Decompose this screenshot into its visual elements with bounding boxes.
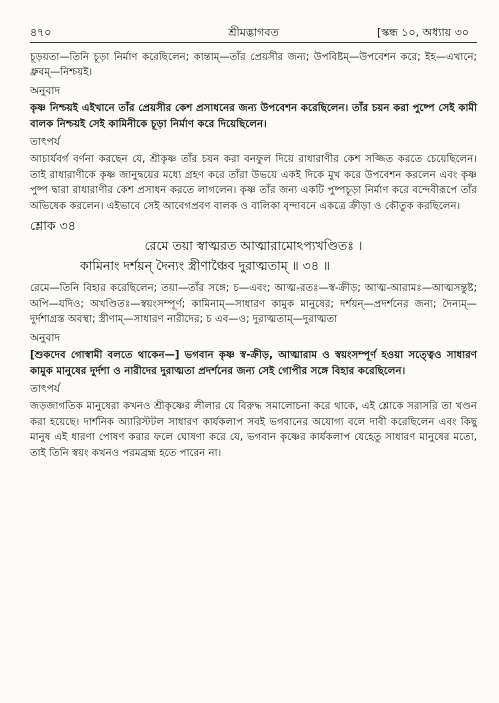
- page-number: ৪৭০: [30, 26, 52, 39]
- purport-text: আচার্যবর্গ বর্ণনা করছেন যে, শ্রীকৃষ্ণ তাঁর চয়ন করা বনফুল দিয়ে রাধারাণীর কেশ সজ্জিত করতে চেয়েছিলেন। তাই রাধারাণীকে কৃষ্ণ জানুদ্বয়ের মধ্যে গ্রহণ করে তাঁরা উভয়ে একই দিকে মুখ করে উপবেশন করলেন এবং কৃষ্ণ পুষ্প দ্বারা রাধারাণীর কেশ প্রসাধন করতে লাগলেন। কৃষ্ণ তাঁর জন্য একটি পুষ্পচূড়া নির্মাণ করে বন্দেবীরূপে তাঁর অভিষেক করলেন। এইভাবে সেই আবেগপ্রবণ বালক ও বালিকা বৃন্দাবনে একত্রে ক্রীড়া ও কৌতুক করছিলেন।: [30, 154, 477, 212]
- verse-line-1: রেমে তয়া স্বাত্মরত আত্মারামোঽপ্যখণ্ডিতঃ ।: [144, 238, 363, 254]
- header-divider: [30, 42, 477, 43]
- translation-text: কৃষ্ণ নিশ্চয়ই এইখানে তাঁর প্রেয়সীর কেশ প্রসাধনের জন্য উপবেশন করেছিলেন। তাঁর চয়ন করা পুষ্পে সেই কামী বালক নিশ্চয়ই সেই কামিনীকে চূড়া নির্মাণ করে দিয়েছিলেন।: [30, 103, 477, 130]
- verse-line-2: কামিনাং দর্শয়ন্ দৈন্যং স্ত্রীণাঞ্চৈব দুরাত্মতাম্ ॥ ৩৪ ॥: [80, 258, 330, 274]
- purport-heading: তাৎপর্য: [30, 136, 60, 149]
- purport-text: জড়জাগতিক মানুষেরা কখনও শ্রীকৃষ্ণের লীলার যে বিরুদ্ধ সমালোচনা করে থাকে, এই শ্লোকে সরাসরি তা খণ্ডন করা হয়েছে। দার্শনিক অ্যারিস্টটল সাধারণ কার্যকলাপ সবই ভগবানের অযোগ্য বলে দাবী করেছিলেন এবং কিছু মানুষ এই ধারণা পোষণ করার ফলে ঘোষণা করে যে, ভগবান কৃষ্ণের কার্যকলাপ যেহেতু সাধারণ মানুষের মতো, তাই তিনি স্বয়ং কখনও পরমব্রহ্ম হতে পারেন না।: [30, 401, 477, 459]
- chapter-reference: [স্কন্ধ ১০, অধ্যায় ৩০: [376, 26, 469, 39]
- purport-heading: তাৎপর্য: [30, 382, 60, 395]
- translation-text: [শুকদেব গোস্বামী বলতে থাকেন—] ভগবান কৃষ্ণ স্ব-ক্রীড়, আত্মারাম ও স্বয়ংসম্পূর্ণ হওয়া সত্ত্বেও সাধারণ কামুক মানুষের দুর্দশা ও নারীদের দুরাত্মতা প্রদর্শনের জন্য সেই গোপীর সঙ্গে বিহার করেছিলেন।: [30, 350, 477, 377]
- synonyms-text: চূড়য়তা—তিনি চূড়া নির্মাণ করেছিলেন; কান্তাম্—তাঁর প্রেয়সীর জন্য; উপবিষ্টম্—উপবেশন করে; ইহ—এখানে; ধ্রুবম্—নিশ্চয়ই।: [30, 52, 477, 79]
- translation-heading: অনুবাদ: [30, 84, 61, 97]
- page-header: [30, 20, 477, 42]
- verse-number: শ্লোক ৩৪: [30, 218, 76, 234]
- synonyms-text: রেমে—তিনি বিহার করেছিলেন; তয়া—তাঁর সঙ্গে; চ—এবং; আত্ম-রতঃ—স্ব-ক্রীড়; আত্ম-আরামঃ—আত্মসন্তুষ্ট; অপি—যদিও; অখণ্ডিতঃ—স্বয়ংসম্পূর্ণ; কামিনাম্—সাধারণ কামুক মানুষের; দর্শয়ন্—প্রদর্শনের জন্য; দৈন্যম্—দুর্দশাগ্রস্ত অবস্থা; স্ত্রীণাম্—সাধারণ নারীদের; চ এব—ও; দুরাত্মতাম্—দুরাত্মতা: [30, 283, 477, 326]
- translation-heading: অনুবাদ: [30, 331, 61, 344]
- page-body: [30, 50, 477, 461]
- book-title: শ্রীমদ্ভাগবত: [228, 26, 279, 39]
